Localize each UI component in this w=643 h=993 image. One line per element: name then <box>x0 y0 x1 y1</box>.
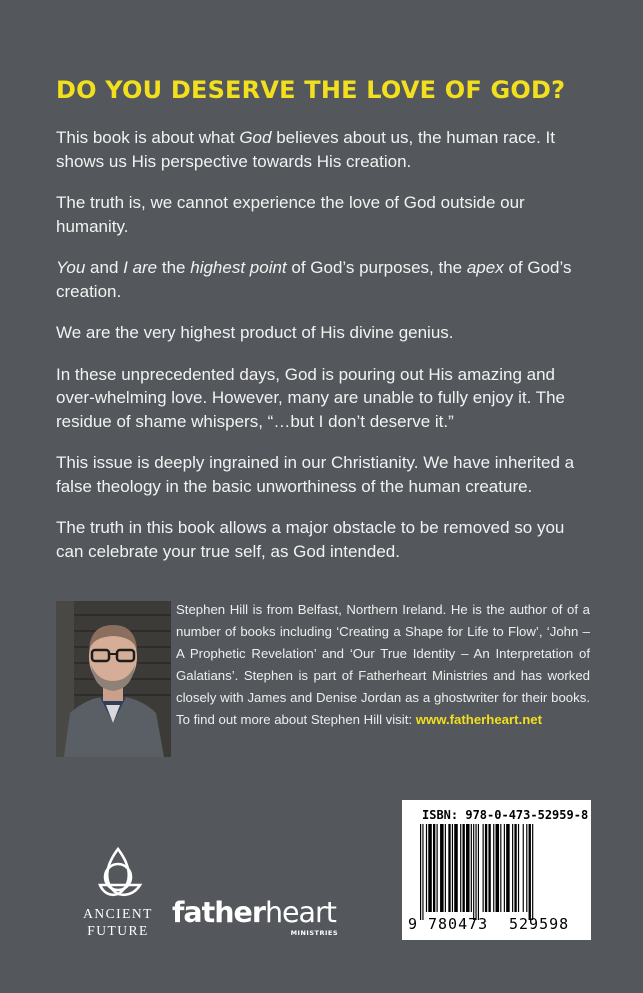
website-link[interactable]: www.fatherheart.net <box>415 712 542 727</box>
barcode-bar <box>428 824 432 912</box>
barcode-bar <box>475 824 476 920</box>
barcode-bar <box>504 824 505 912</box>
fatherheart-logo <box>172 896 347 946</box>
blurb <box>56 126 590 581</box>
author-photo <box>56 601 171 757</box>
barcode-bar <box>473 824 474 920</box>
barcode-bar <box>448 824 450 912</box>
barcode-bar <box>514 824 516 912</box>
blurb-paragraph-6: This issue is deeply ingrained in our Christianity. We have inherited a false theology in the basic unworthiness of the human creature. <box>56 453 575 496</box>
barcode-bar <box>485 824 487 912</box>
barcode-bar <box>445 824 446 912</box>
barcode-bar <box>488 824 490 912</box>
blurb-paragraph-4: We are the very highest product of His divine genius. <box>56 323 454 342</box>
isbn-barcode <box>402 800 591 940</box>
author-bio-text: Stephen Hill is from Belfast, Northern Ireland. He is the author of of a number of books including ‘Creating a Shape for Life to Flow’, ‘John – A Prophetic Revelation’ and ‘Our True Identity – An Interpretation of Galatians’. Stephen is part of Fatherheart Ministries and has worked closely with James and Denise Jordan as a ghostwriter for their books. To find out more about Stephen Hill visit: <box>176 602 590 727</box>
barcode-bar <box>440 824 444 912</box>
barcode-bar <box>426 824 427 912</box>
barcode-bar <box>478 824 479 920</box>
ancient-future-line2: FUTURE <box>87 923 149 938</box>
barcode-digits-left: 780473 <box>428 915 489 933</box>
barcode-bar <box>460 824 461 912</box>
author-bio <box>176 599 590 731</box>
barcode-bars <box>402 824 591 920</box>
blurb-paragraph-5: In these unprecedented days, God is pouring out His amazing and over-whelming love. However, many are unable to fully enjoy it. The residue of shame whispers, “…but I don’t deserve it.” <box>56 364 565 431</box>
blurb-paragraph-2: The truth is, we cannot experience the love of God outside our humanity. <box>56 193 525 236</box>
trinity-knot-icon <box>90 845 146 905</box>
fatherheart-wordmark: fatherheart <box>172 896 336 929</box>
barcode-bar <box>532 824 533 920</box>
barcode-bar <box>452 824 453 912</box>
ancient-future-line1: ANCIENT <box>83 906 153 921</box>
barcode-bar <box>433 824 435 912</box>
barcode-bar <box>506 824 510 912</box>
barcode-bar <box>529 824 531 920</box>
headline: DO YOU DESERVE THE LOVE OF GOD? <box>56 76 566 104</box>
barcode-digits-right: 529598 <box>509 915 570 933</box>
blurb-paragraph-7: The truth in this book allows a major obstacle to be removed so you can celebrate your true self, as God intended. <box>56 518 565 561</box>
isbn-label: ISBN: 978-0-473-52959-8 <box>422 808 589 822</box>
barcode-bar <box>518 824 519 912</box>
fatherheart-ministries-label: MINISTRIES <box>290 929 338 937</box>
barcode-bar <box>466 824 470 912</box>
barcode-bar <box>483 824 484 912</box>
barcode-bar <box>523 824 524 912</box>
barcode-bar <box>437 824 438 912</box>
blurb-paragraph-3: You and I are the highest point of God’s purposes, the apex of God’s creation. <box>56 258 572 301</box>
barcode-bar <box>496 824 500 912</box>
emphasis-god: God <box>239 128 272 147</box>
barcode-digit-first: 9 <box>408 915 419 933</box>
barcode-bar <box>422 824 423 920</box>
author-portrait-image <box>56 601 171 757</box>
ancient-future-logo <box>68 845 168 945</box>
barcode-bar <box>500 824 501 912</box>
barcode-bar <box>512 824 513 912</box>
barcode-bar <box>462 824 464 912</box>
barcode-bar <box>420 824 421 920</box>
barcode-bar <box>471 824 472 912</box>
barcode-bar <box>526 824 527 912</box>
barcode-bar <box>493 824 494 912</box>
barcode-bar <box>454 824 458 912</box>
blurb-paragraph-1: This book is about what God believes about us, the human race. It shows us His perspective towards His creation. <box>56 128 555 171</box>
